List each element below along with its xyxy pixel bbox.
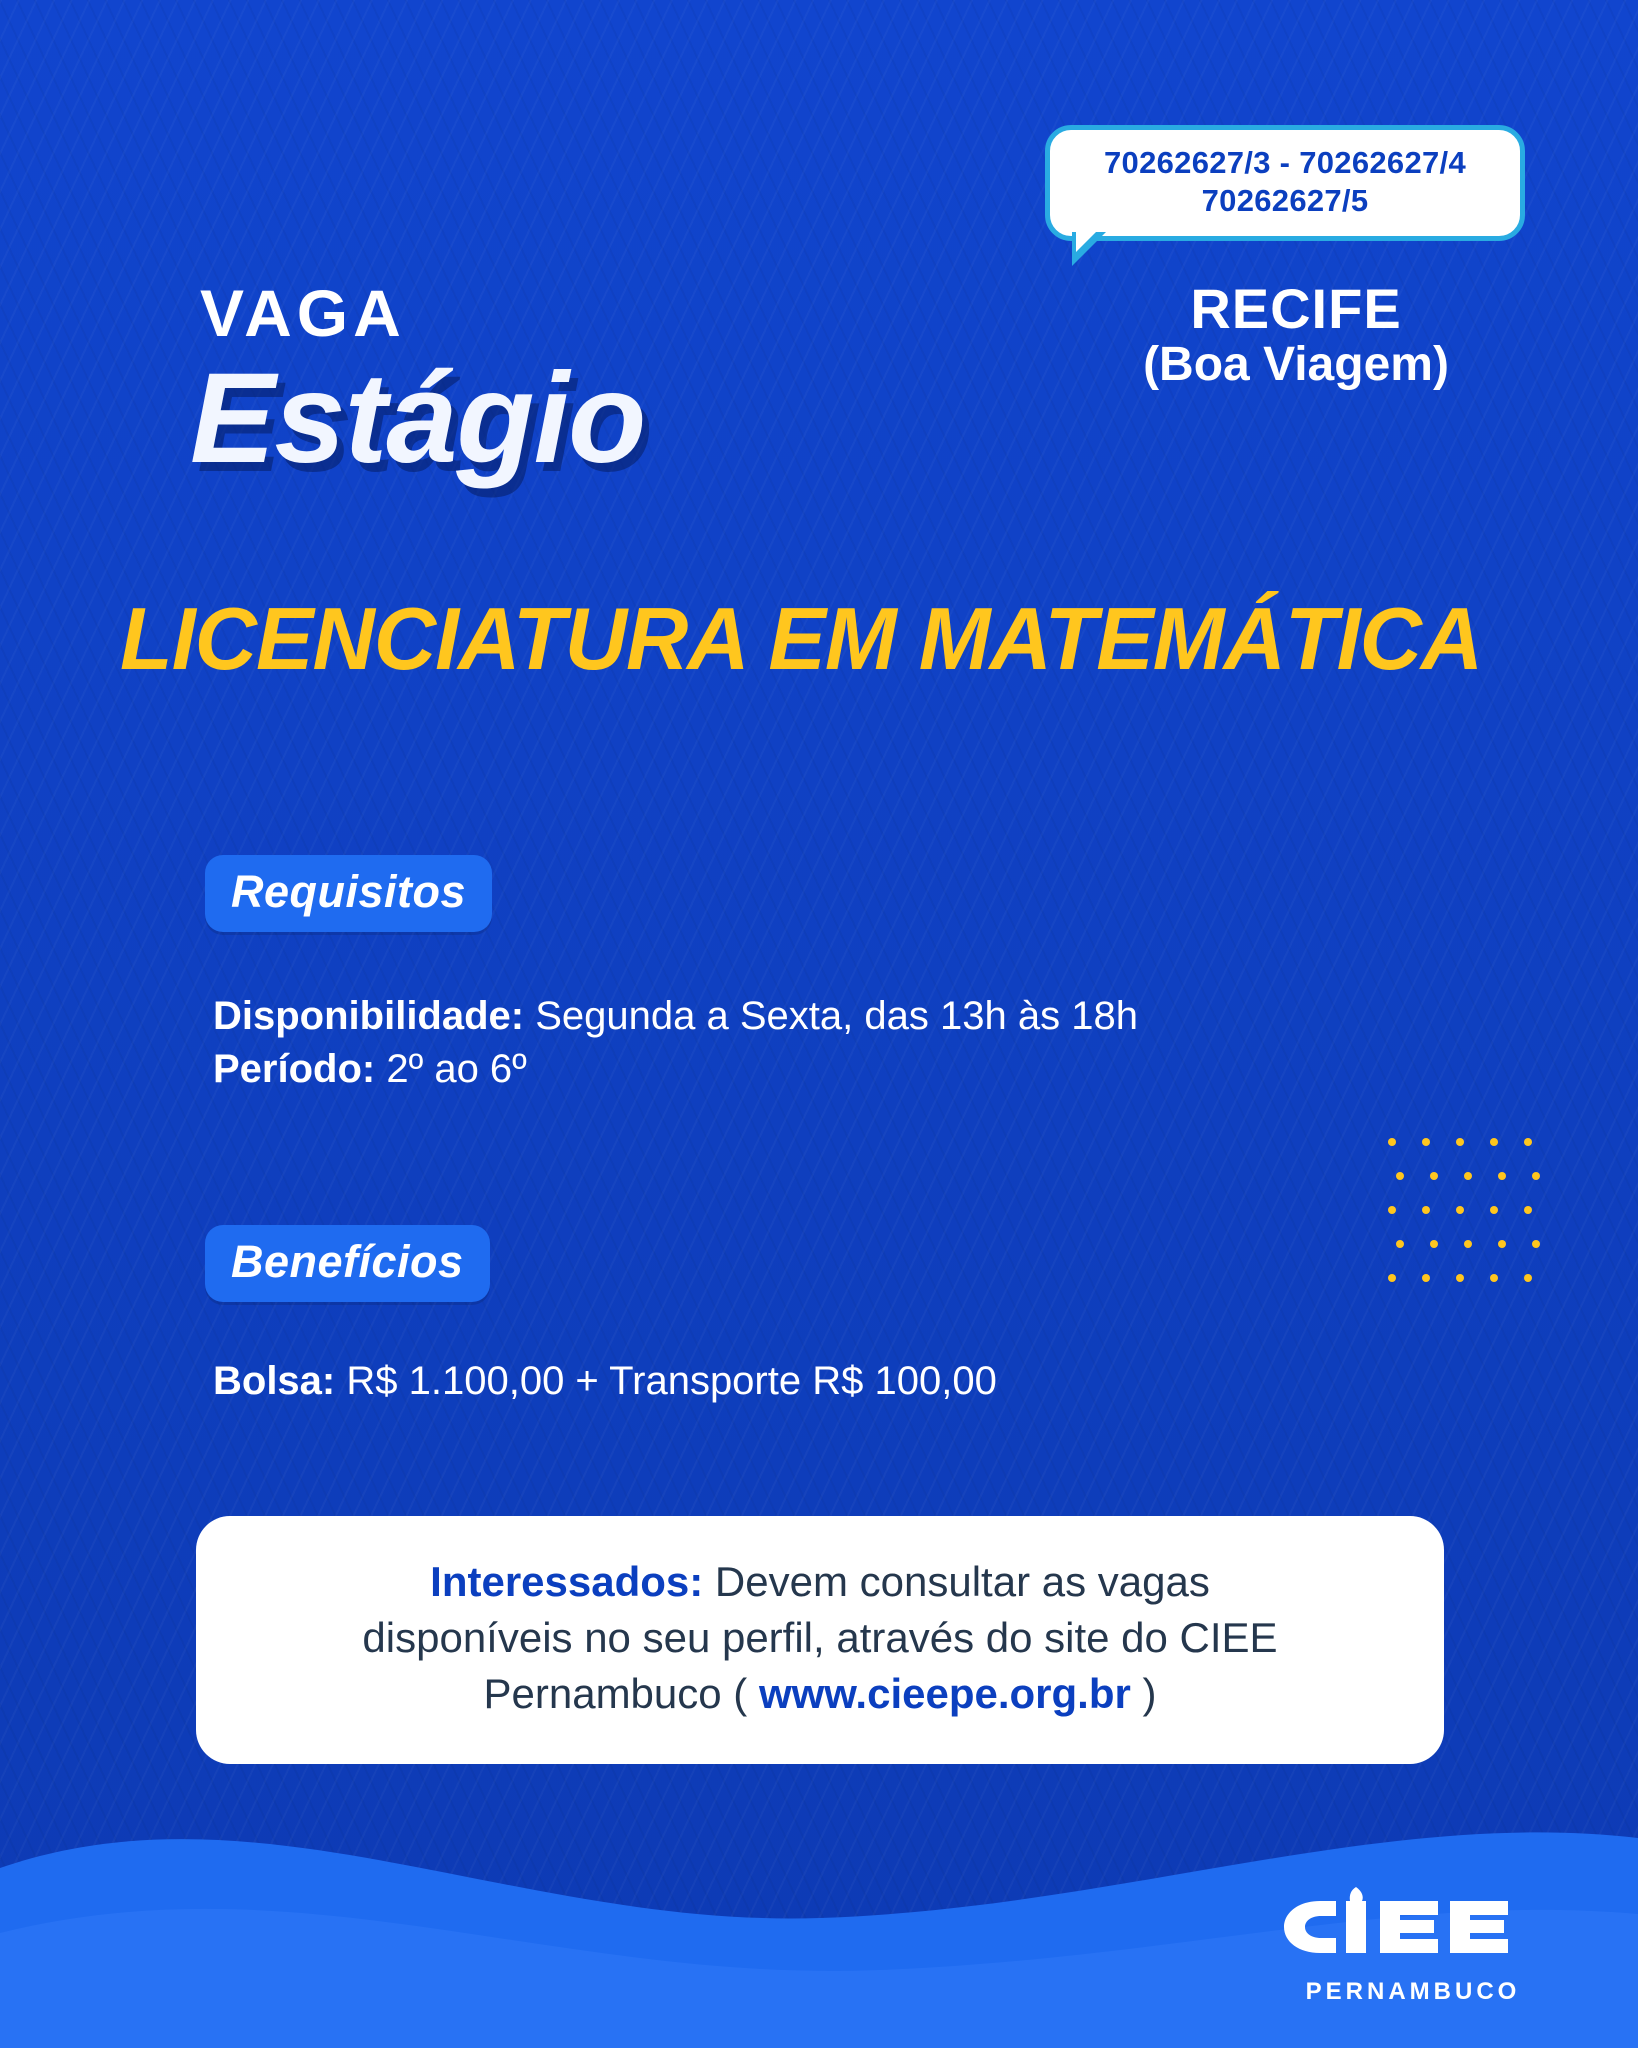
grant-label: Bolsa: [213,1359,336,1403]
decorative-dot [1490,1138,1498,1146]
decorative-dot [1456,1138,1464,1146]
decorative-dot [1422,1206,1430,1214]
vacancy-code-line-1: 70262627/3 - 70262627/4 [1103,145,1466,180]
callout-label: Interessados: [430,1558,704,1605]
period-line [213,1043,1138,1096]
decorative-dot [1532,1172,1540,1180]
callout-line-1 [256,1554,1384,1610]
callout-text-suffix: ) [1130,1669,1157,1717]
ciee-logo-state: PERNAMBUCO [1305,1978,1521,2005]
availability-value: Segunda a Sexta, das 13h às 18h [524,994,1138,1038]
callout-line-2: disponíveis no seu perfil, através do site do CIEE [362,1613,1278,1661]
requirements-text [213,990,1138,1096]
decorative-dot [1490,1206,1498,1214]
decorative-dot [1396,1240,1404,1248]
decorative-dot [1430,1240,1438,1248]
city-area: (Boa Viagem) [1143,338,1449,392]
decorative-dot [1456,1274,1464,1282]
availability-label: Disponibilidade: [213,994,525,1038]
vacancy-code-line-2: 70262627/5 [1201,182,1369,218]
grant-value: R$ 1.100,00 + Transporte R$ 100,00 [335,1359,997,1403]
decorative-dot [1456,1206,1464,1214]
ciee-logo-mark [1258,1881,1568,1971]
ciee-logo [1258,1881,1568,2006]
vacancy-code-bubble [1045,125,1525,241]
callout-text-prefix: Pernambuco ( [483,1669,759,1717]
callout-text-1: Devem consultar as vagas [703,1558,1210,1605]
decorative-dot [1498,1240,1506,1248]
benefits-text [213,1355,997,1408]
decorative-dot [1498,1172,1506,1180]
decorative-dot [1464,1240,1472,1248]
course-title: LICENCIATURA EM MATEMÁTICA [120,589,1483,688]
decorative-dot [1464,1172,1472,1180]
period-value: 2º ao 6º [375,1047,527,1092]
requirements-tag: Requisitos [205,855,492,932]
dot-grid-decoration [1388,1138,1568,1318]
availability-line [213,990,1138,1043]
callout-line-3 [256,1666,1384,1722]
decorative-dot [1388,1206,1396,1214]
bubble-tail-inner [1076,232,1096,252]
headline-kicker: VAGA [200,276,406,350]
decorative-dot [1524,1274,1532,1282]
decorative-dot [1422,1274,1430,1282]
ciee-website-link[interactable]: www.cieepe.org.br [758,1669,1131,1717]
decorative-dot [1524,1206,1532,1214]
city-name: RECIFE [1190,277,1402,340]
interested-callout-card [196,1516,1444,1764]
decorative-dot [1524,1138,1532,1146]
decorative-dot [1396,1172,1404,1180]
decorative-dot [1388,1274,1396,1282]
location-block [1016,277,1576,392]
decorative-dot [1430,1172,1438,1180]
decorative-dot [1388,1138,1396,1146]
decorative-dot [1490,1274,1498,1282]
grant-line [213,1355,997,1408]
benefits-tag: Benefícios [205,1225,490,1302]
period-label: Período: [213,1047,376,1092]
decorative-dot [1422,1138,1430,1146]
decorative-dot [1532,1240,1540,1248]
headline-title: Estágio [190,347,646,490]
